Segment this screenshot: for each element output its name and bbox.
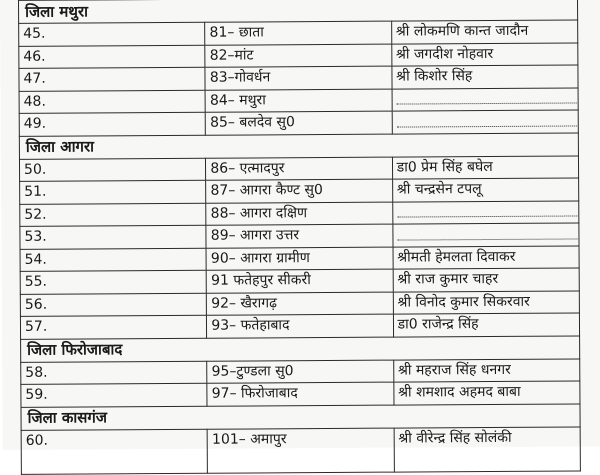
- table-row: [21, 426, 580, 473]
- candidate-blank: [392, 87, 578, 111]
- serial-number: 56.: [20, 293, 206, 317]
- district-header-row: [21, 335, 580, 361]
- constituency: 81– छाता: [205, 21, 391, 45]
- dotted-blank-line: [396, 115, 578, 127]
- constituency: 83–गोवर्धन: [205, 66, 391, 90]
- candidate-blank: [393, 223, 579, 247]
- serial-number: 59.: [21, 383, 207, 407]
- candidate-name: श्री चन्द्रसेन टपलू: [392, 178, 578, 202]
- constituency: 87– आगरा कैण्ट सु0: [206, 179, 392, 203]
- candidate-list-body: [19, 0, 581, 474]
- district-title: जिला आगरा: [19, 132, 578, 158]
- constituency: 90– आगरा ग्रामीण: [206, 247, 392, 271]
- candidate-name: श्री महराज सिंह धनगर: [393, 358, 579, 382]
- candidate-name: श्री शमशाद अहमद बाबा: [393, 381, 579, 405]
- candidate-name: श्री जगदीश नोहवार: [391, 42, 577, 66]
- constituency: 86– एत्मादपुर: [206, 157, 392, 181]
- candidate-name: श्रीमती हेमलता दिवाकर: [393, 245, 579, 269]
- candidate-list-table: [18, 0, 581, 474]
- district-header-row: [21, 403, 580, 429]
- constituency: 95–टुण्डला सु0: [207, 360, 393, 384]
- candidate-blank: [392, 200, 578, 224]
- constituency: 88– आगरा दक्षिण: [206, 202, 392, 226]
- dotted-blank-line: [397, 205, 579, 217]
- district-title: जिला फिरोजाबाद: [21, 335, 580, 361]
- district-title: जिला कासगंज: [21, 403, 580, 429]
- constituency: 93– फतेहाबाद: [207, 314, 393, 338]
- candidate-name: डा0 प्रेम सिंह बघेल: [392, 155, 578, 179]
- district-title: जिला मथुरा: [19, 0, 578, 23]
- serial-number: 51.: [20, 180, 206, 204]
- candidate-name: श्री किशोर सिंह: [392, 65, 578, 89]
- constituency: 89– आगरा उत्तर: [206, 224, 392, 248]
- constituency: 92– खैरागढ़: [207, 292, 393, 316]
- constituency: 97– फिरोजाबाद: [207, 382, 393, 406]
- serial-number: 53.: [20, 225, 206, 249]
- constituency: 91 फतेहपुर सीकरी: [206, 269, 392, 293]
- serial-number: 57.: [20, 315, 206, 339]
- candidate-name: श्री राज कुमार चाहर: [393, 268, 579, 292]
- serial-number: 50.: [19, 158, 205, 182]
- candidate-name: श्री विनोद कुमार सिकरवार: [393, 290, 579, 314]
- serial-number: 47.: [19, 67, 205, 91]
- serial-number: 45.: [19, 22, 205, 46]
- constituency: 84– मथुरा: [205, 89, 391, 113]
- serial-number: 49.: [19, 112, 205, 136]
- serial-number: 55.: [20, 270, 206, 294]
- candidate-name: डा0 राजेन्द्र सिंह: [393, 313, 579, 337]
- serial-number: 48.: [19, 90, 205, 114]
- candidate-name: श्री लोकमणि कान्त जादौन: [391, 20, 577, 44]
- constituency: 101– अमापुर: [207, 428, 394, 473]
- serial-number: 58.: [21, 361, 207, 385]
- serial-number: 52.: [20, 203, 206, 227]
- serial-number: 46.: [19, 45, 205, 69]
- district-header-row: [19, 132, 578, 158]
- dotted-blank-line: [397, 228, 579, 240]
- candidate-blank: [392, 110, 578, 134]
- constituency: 85– बलदेव सु0: [206, 111, 392, 135]
- constituency: 82–मांट: [205, 44, 391, 68]
- serial-number: 54.: [20, 248, 206, 272]
- serial-number: 60.: [21, 429, 208, 474]
- dotted-blank-line: [396, 92, 578, 104]
- candidate-name: श्री वीरेन्द्र सिंह सोलंकी: [394, 426, 581, 471]
